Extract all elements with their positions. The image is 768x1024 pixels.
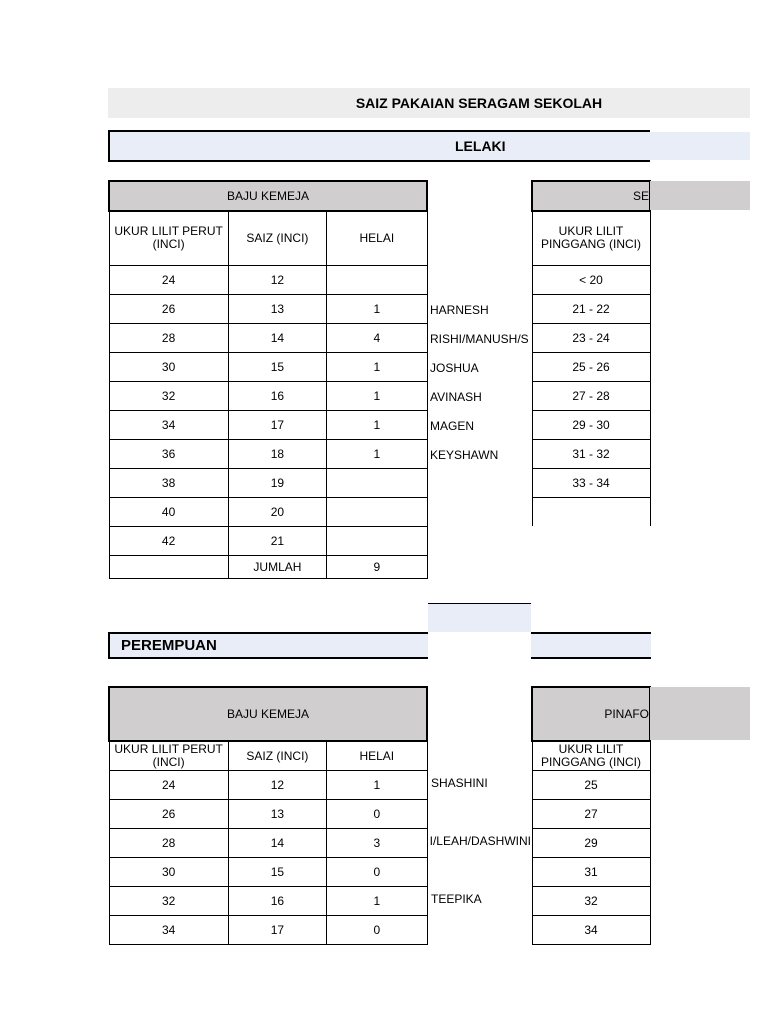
table-cell: 34	[109, 410, 228, 439]
table-cell: 30	[109, 352, 228, 381]
table-cell: < 20	[532, 265, 650, 294]
table-row	[532, 886, 650, 915]
table-cell: 17	[228, 915, 326, 944]
column-header: UKUR LILIT PINGGANG (INCI)	[532, 211, 650, 265]
lelaki-heading-bar	[108, 130, 650, 162]
table-row	[109, 799, 427, 828]
student-name: JOSHUA	[430, 361, 479, 375]
table-row	[532, 352, 650, 381]
table-cell: 12	[228, 265, 326, 294]
table-row	[109, 886, 427, 915]
table-row	[532, 770, 650, 799]
table-cell: 0	[327, 857, 427, 886]
lelaki-heading-bar-tail	[650, 132, 750, 160]
perempuan-pinafore-table	[531, 686, 651, 945]
table-cell: 14	[228, 323, 326, 352]
table-cell: 13	[228, 294, 326, 323]
table-row	[109, 915, 427, 944]
student-name: I/LEAH/DASHWINI	[429, 834, 531, 848]
table-cell: 25	[532, 770, 650, 799]
total-label: JUMLAH	[228, 555, 326, 578]
table-row	[109, 439, 427, 468]
table-cell: 38	[109, 468, 228, 497]
column-header: UKUR LILIT PERUT (INCI)	[109, 211, 228, 265]
table-cell: 30	[109, 857, 228, 886]
table-header: BAJU KEMEJA	[109, 687, 427, 741]
table-cell: 24	[109, 770, 228, 799]
table-cell: 16	[228, 886, 326, 915]
column-header: UKUR LILIT PERUT (INCI)	[109, 741, 228, 770]
table-cell: 28	[109, 828, 228, 857]
table-cell: 1	[327, 770, 427, 799]
table-cell: 31 - 32	[532, 439, 650, 468]
table-row	[532, 439, 650, 468]
pinafore-header-tail	[650, 687, 750, 740]
table-cell: 0	[327, 799, 427, 828]
table-cell: 1	[327, 886, 427, 915]
table-cell: 42	[109, 526, 228, 555]
lelaki-baju-kemeja-table	[108, 180, 428, 579]
table-cell: 18	[228, 439, 326, 468]
lelaki-seluar-table	[531, 180, 651, 526]
table-cell: 12	[228, 770, 326, 799]
table-cell: 27 - 28	[532, 381, 650, 410]
table-cell: 19	[228, 468, 326, 497]
table-cell	[109, 555, 228, 578]
table-cell: 27	[532, 799, 650, 828]
perempuan-name-list	[428, 769, 531, 943]
table-cell: 29 - 30	[532, 410, 650, 439]
student-name: SHASHINI	[431, 776, 488, 790]
table-cell: 17	[228, 410, 326, 439]
student-name: MAGEN	[430, 419, 475, 433]
lelaki-name-list	[428, 263, 530, 473]
table-cell: 24	[109, 265, 228, 294]
table-cell: 33 - 34	[532, 468, 650, 497]
column-header: SAIZ (INCI)	[228, 741, 326, 770]
table-row	[109, 323, 427, 352]
column-header: HELAI	[327, 211, 427, 265]
table-row	[109, 410, 427, 439]
table-cell	[327, 526, 427, 555]
table-cell: 21 - 22	[532, 294, 650, 323]
perempuan-heading-right	[531, 632, 651, 659]
table-cell: 26	[109, 294, 228, 323]
seluar-table-clip	[531, 180, 651, 526]
table-cell: 14	[228, 828, 326, 857]
table-header: SE	[532, 181, 650, 211]
table-cell: 28	[109, 323, 228, 352]
table-cell	[327, 265, 427, 294]
column-header: HELAI	[327, 741, 427, 770]
table-row	[109, 497, 427, 526]
column-header: UKUR LILIT PINGGANG (INCI)	[532, 741, 650, 770]
table-cell: 29	[532, 828, 650, 857]
table-row	[532, 468, 650, 497]
perempuan-heading: PEREMPUAN	[121, 637, 217, 654]
table-row	[109, 265, 427, 294]
student-name: TEEPIKA	[431, 892, 482, 906]
page-title: SAIZ PAKAIAN SERAGAM SEKOLAH	[355, 95, 603, 111]
table-cell: 31	[532, 857, 650, 886]
table-cell: 16	[228, 381, 326, 410]
table-cell: 36	[109, 439, 228, 468]
table-cell	[327, 468, 427, 497]
table-cell: 4	[327, 323, 427, 352]
table-cell: 32	[109, 381, 228, 410]
table-cell: 1	[327, 439, 427, 468]
table-row	[532, 381, 650, 410]
table-cell: 26	[109, 799, 228, 828]
table-row	[532, 323, 650, 352]
table-row	[532, 857, 650, 886]
student-name: AVINASH	[430, 390, 482, 404]
table-row	[109, 294, 427, 323]
table-row	[532, 294, 650, 323]
table-cell: 15	[228, 352, 326, 381]
table-row	[109, 381, 427, 410]
perempuan-heading-mid	[428, 603, 531, 632]
table-cell: 0	[327, 915, 427, 944]
student-name: KEYSHAWN	[430, 448, 499, 462]
table-cell: 20	[228, 497, 326, 526]
student-name: RISHI/MANUSH/S	[430, 332, 529, 346]
table-row	[109, 770, 427, 799]
table-cell: 32	[532, 886, 650, 915]
table-row	[532, 799, 650, 828]
table-header: PINAFO	[532, 687, 650, 741]
table-row	[532, 410, 650, 439]
table-cell: 40	[109, 497, 228, 526]
table-cell: 3	[327, 828, 427, 857]
table-cell	[327, 497, 427, 526]
table-cell: 1	[327, 352, 427, 381]
column-header: SAIZ (INCI)	[228, 211, 326, 265]
table-cell: 1	[327, 381, 427, 410]
table-cell: 32	[109, 886, 228, 915]
table-cell: 34	[532, 915, 650, 944]
table-row	[109, 468, 427, 497]
table-cell: 34	[109, 915, 228, 944]
table-row	[109, 857, 427, 886]
table-cell: 23 - 24	[532, 323, 650, 352]
table-header: BAJU KEMEJA	[109, 181, 427, 211]
table-row	[532, 915, 650, 944]
table-row	[532, 265, 650, 294]
student-name: HARNESH	[430, 303, 489, 317]
table-cell: 15	[228, 857, 326, 886]
pinafore-table-clip	[531, 686, 651, 946]
table-row	[532, 828, 650, 857]
seluar-header-tail	[650, 181, 750, 210]
lelaki-heading: LELAKI	[455, 138, 506, 154]
table-row	[109, 828, 427, 857]
table-cell: 25 - 26	[532, 352, 650, 381]
table-cell: 13	[228, 799, 326, 828]
perempuan-baju-kemeja-table	[108, 686, 428, 945]
table-row	[109, 526, 427, 555]
table-row	[532, 497, 650, 526]
table-cell: 1	[327, 410, 427, 439]
table-cell: 21	[228, 526, 326, 555]
table-row	[109, 352, 427, 381]
table-cell: 1	[327, 294, 427, 323]
table-cell	[532, 497, 650, 526]
total-value: 9	[327, 555, 427, 578]
